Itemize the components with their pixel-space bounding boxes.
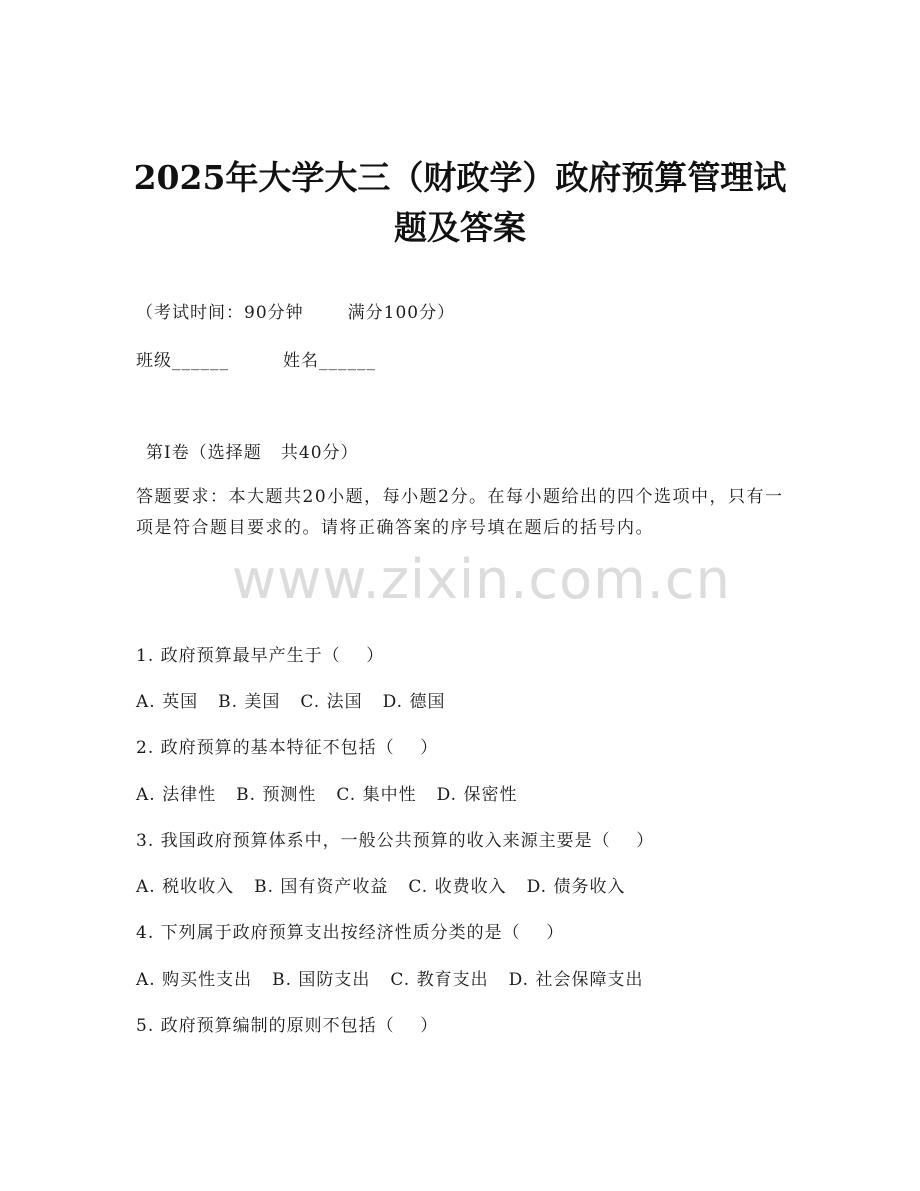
- option-b: B. 美国: [218, 692, 281, 712]
- question-1-options: [136, 691, 445, 713]
- exam-score: 满分100分）: [347, 303, 456, 323]
- option-b: B. 国有资产收益: [254, 877, 389, 897]
- option-c: C. 教育支出: [390, 970, 489, 990]
- exam-time: （考试时间：90分钟: [136, 303, 304, 323]
- option-a: A. 税收收入: [136, 877, 235, 897]
- question-1: 1. 政府预算最早产生于（ ）: [136, 646, 385, 666]
- watermark: www.zixin.com.cn: [232, 548, 731, 611]
- option-d: D. 债务收入: [526, 877, 626, 897]
- option-a: A. 法律性: [136, 785, 217, 805]
- document-title-line-1: 2025年大学大三（财政学）政府预算管理试: [133, 158, 787, 197]
- option-c: C. 收费收入: [408, 877, 507, 897]
- question-2-options: [136, 784, 517, 806]
- exam-info: [136, 302, 455, 324]
- question-2: 2. 政府预算的基本特征不包括（ ）: [136, 738, 439, 758]
- option-a: A. 英国: [136, 692, 199, 712]
- question-3-options: [136, 876, 625, 898]
- option-a: A. 购买性支出: [136, 970, 253, 990]
- student-info: [136, 350, 376, 372]
- option-b: B. 国防支出: [272, 970, 371, 990]
- question-5: 5. 政府预算编制的原则不包括（ ）: [136, 1016, 439, 1036]
- option-d: D. 社会保障支出: [508, 970, 644, 990]
- class-field: 班级______: [136, 351, 229, 371]
- section-instructions: 答题要求：本大题共20小题，每小题2分。在每小题给出的四个选项中，只有一项是符合题目要求的。请将正确答案的序号填在题后的括号内。: [136, 487, 784, 538]
- option-c: C. 集中性: [336, 785, 417, 805]
- section-heading: 第I卷（选择题 共40分）: [146, 443, 359, 463]
- question-3: 3. 我国政府预算体系中，一般公共预算的收入来源主要是（ ）: [136, 831, 655, 851]
- option-b: B. 预测性: [236, 785, 317, 805]
- name-field: 姓名______: [283, 351, 376, 371]
- option-c: C. 法国: [300, 692, 363, 712]
- document-title-line-2: 题及答案: [394, 208, 526, 247]
- option-d: D. 保密性: [436, 785, 518, 805]
- question-4: 4. 下列属于政府预算支出按经济性质分类的是（ ）: [136, 923, 565, 943]
- option-d: D. 德国: [382, 692, 446, 712]
- question-4-options: [136, 969, 643, 991]
